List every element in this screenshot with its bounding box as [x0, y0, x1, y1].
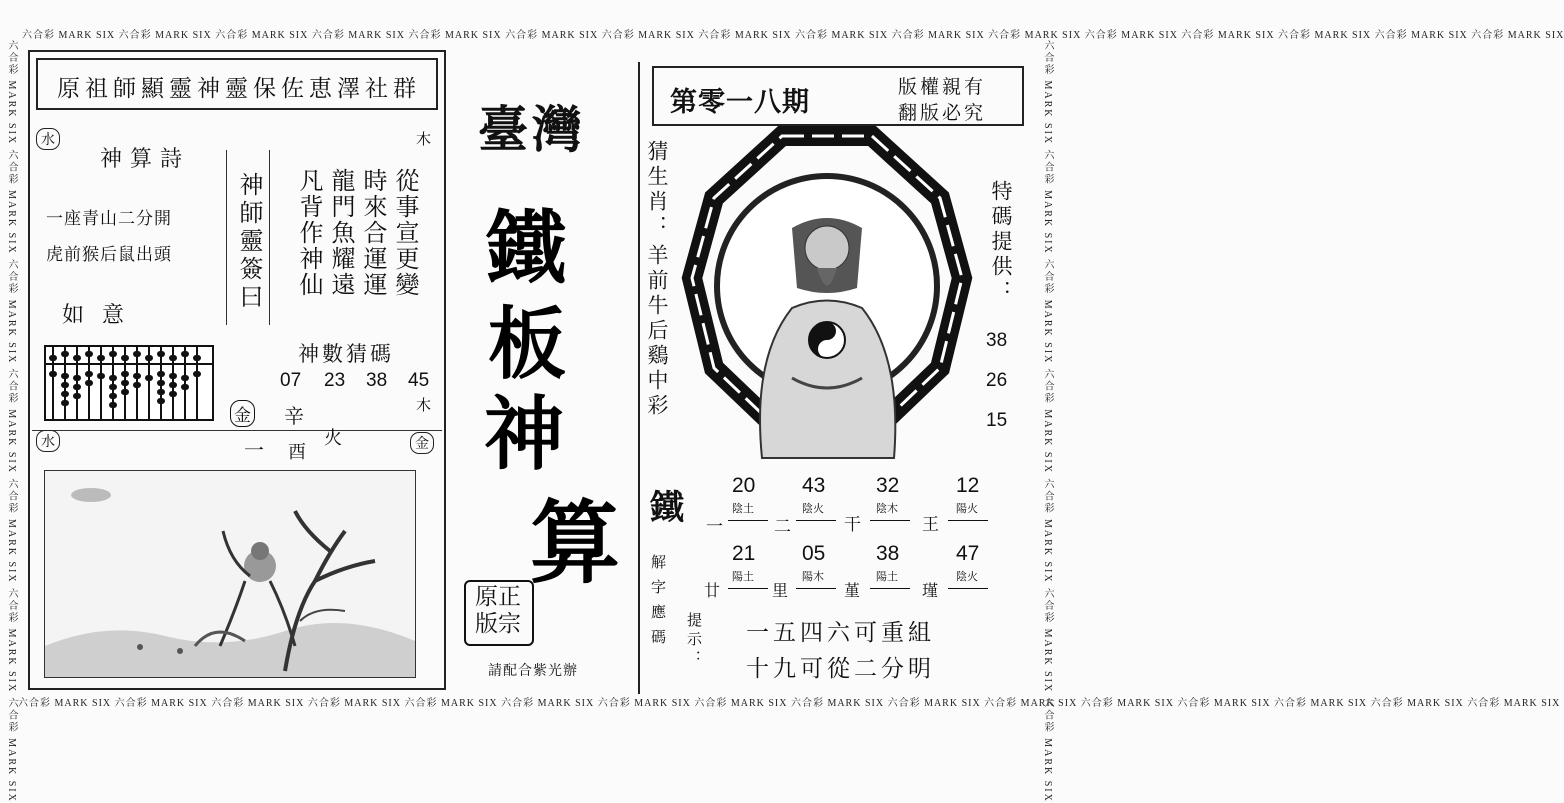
illustration-frame — [44, 470, 416, 678]
row1-tag-1: 陰土 — [732, 502, 754, 515]
watermark-bottom: 六合彩 MARK SIX 六合彩 MARK SIX 六合彩 MARK SIX 六合彩 MARK SIX 六合彩 MARK SIX 六合彩 MARK SIX 六合彩 MARK SIX 六合彩 MARK SIX 六合彩 MARK SIX 六合彩 MARK SIX 六合彩 MARK SIX 六合彩 MARK SIX 六合彩 MARK SIX 六合彩 MARK SIX 六合彩 MARK SIX 六合彩 MARK SIX — [18, 698, 1561, 709]
watermark-top: 六合彩 MARK SIX 六合彩 MARK SIX 六合彩 MARK SIX 六合彩 MARK SIX 六合彩 MARK SIX 六合彩 MARK SIX 六合彩 MARK SIX 六合彩 MARK SIX 六合彩 MARK SIX 六合彩 MARK SIX 六合彩 MARK SIX 六合彩 MARK SIX 六合彩 MARK SIX 六合彩 MARK SIX 六合彩 MARK SIX 六合彩 MARK SIX — [22, 30, 1564, 41]
numbers-title: 神數猜碼 — [298, 342, 394, 366]
oracle-col-2: 時來合運運 — [359, 168, 387, 298]
title-char-iron: 鐵 — [486, 201, 566, 295]
element-corner-wood: 木 — [416, 130, 432, 148]
number-1: 07 — [280, 370, 302, 391]
jie-label: 解字應碼 — [649, 554, 667, 654]
special-number-2: 26 — [986, 370, 1008, 391]
row2-char-4: 瑾 — [922, 581, 939, 600]
poem-title: 神算詩 — [100, 147, 191, 172]
iron-char: 鐵 — [650, 488, 684, 528]
row1-line-4 — [948, 520, 988, 521]
row1-char-2: 二 — [774, 517, 791, 537]
row1-num-1: 20 — [732, 474, 756, 497]
row2-tag-1: 陽土 — [732, 570, 754, 583]
row2-tag-3: 陽土 — [876, 570, 898, 583]
yi-char: 一 — [244, 438, 264, 462]
special-number-3: 15 — [986, 410, 1008, 431]
left-header-text: 原祖師顯靈神靈保佐恵澤社群 — [57, 76, 421, 102]
row2-line-3 — [870, 588, 910, 589]
row2-line-2 — [796, 588, 836, 589]
bagua-sage-svg — [682, 128, 972, 468]
issue-number: 第零一八期 — [670, 87, 810, 118]
row2-char-1: 廿 — [704, 581, 721, 600]
ruyi-text: 如意 — [62, 303, 143, 328]
zodiac-label: 猜生肖： — [645, 140, 669, 240]
bagua-sage-image — [682, 128, 972, 468]
row2-line-1 — [728, 588, 768, 589]
oracle-col-1: 從事宣更變 — [391, 168, 419, 298]
special-label: 特碼提供： — [989, 180, 1013, 305]
illustration-monkey-tree — [45, 471, 415, 677]
watermark-right: 六合彩 MARK SIX 六合彩 MARK SIX 六合彩 MARK SIX 六合彩 MARK SIX 六合彩 MARK SIX 六合彩 MARK SIX 六合彩 MARK SIX — [1042, 40, 1053, 803]
huo-char: 火 — [324, 428, 342, 449]
row1-char-3: 干 — [844, 515, 861, 535]
xin-char: 辛 — [284, 404, 304, 428]
row2-num-2: 05 — [802, 542, 826, 565]
row1-num-3: 32 — [876, 474, 900, 497]
row1-line-3 — [870, 520, 910, 521]
left-divider — [32, 430, 442, 431]
row1-tag-3: 陰木 — [876, 502, 898, 515]
row1-tag-2: 陰火 — [802, 502, 824, 515]
poem-line-1: 一座青山二分開 — [46, 209, 172, 229]
oracle-title: 神師靈簽曰 — [235, 172, 263, 312]
row2-num-4: 47 — [956, 542, 980, 565]
special-number-1: 38 — [986, 330, 1008, 351]
poem-line-2: 虎前猴后鼠出頭 — [46, 245, 172, 265]
hint-line-2: 十九可從二分明 — [746, 656, 935, 682]
title-char-board: 板 — [488, 299, 567, 390]
oracle-col-4: 凡背作神仙 — [295, 168, 323, 298]
abacus-image — [44, 345, 214, 421]
row2-line-4 — [948, 588, 988, 589]
element-corner-water: 水 — [36, 128, 60, 150]
row2-tag-2: 陽木 — [802, 570, 824, 583]
middle-title-line1: 臺灣 — [478, 100, 586, 159]
row2-char-2: 里 — [772, 581, 789, 600]
element-corner-wood-2: 木 — [416, 396, 432, 414]
row2-tag-4: 陰火 — [956, 570, 978, 583]
stamp-text: 原正版宗 — [475, 584, 521, 637]
row1-line-1 — [728, 520, 768, 521]
element-corner-water-2: 水 — [36, 430, 60, 452]
row2-num-3: 38 — [876, 542, 900, 565]
row1-tag-4: 陽火 — [956, 502, 978, 515]
copyright-line1: 版權親有 — [898, 76, 987, 98]
title-char-calc: 算 — [530, 490, 620, 596]
number-4: 45 — [408, 370, 430, 391]
row2-num-1: 21 — [732, 542, 756, 565]
row1-num-2: 43 — [802, 474, 826, 497]
row1-char-4: 王 — [922, 515, 939, 535]
number-2: 23 — [324, 370, 346, 391]
hint-line-1: 一五四六可重組 — [746, 620, 935, 646]
oracle-col-3: 龍門魚耀遠 — [327, 168, 355, 298]
row1-char-1: 一 — [706, 517, 723, 537]
element-corner-gold: 金 — [410, 432, 434, 454]
row1-line-2 — [796, 520, 836, 521]
you-char: 酉 — [288, 442, 306, 463]
middle-footer: 請配合紫光辦 — [488, 663, 578, 679]
row2-char-3: 堇 — [844, 581, 861, 600]
copyright-line2: 翻版必究 — [898, 102, 987, 124]
watermark-left: 六合彩 MARK SIX 六合彩 MARK SIX 六合彩 MARK SIX 六合彩 MARK SIX 六合彩 MARK SIX 六合彩 MARK SIX 六合彩 MARK SIX — [6, 40, 17, 803]
zodiac-answer: 羊前牛后鷄中彩 — [645, 244, 669, 419]
number-3: 38 — [366, 370, 388, 391]
element-gold-left: 金 — [230, 400, 255, 427]
title-char-god: 神 — [484, 387, 564, 481]
hint-label: 提示： — [685, 612, 703, 669]
row1-num-4: 12 — [956, 474, 980, 497]
